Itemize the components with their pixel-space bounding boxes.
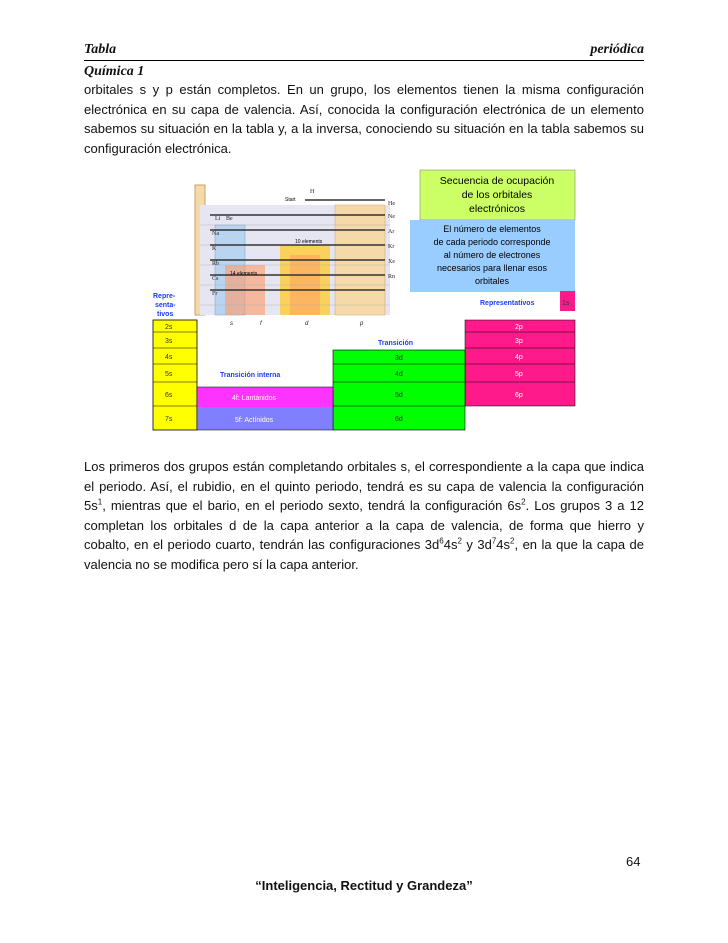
p2-text-5: y 3d xyxy=(461,537,492,552)
title-line-2: de los orbitales xyxy=(461,189,533,201)
info-line-4: necesarios para llenar esos xyxy=(436,263,548,273)
p-block xyxy=(465,320,575,406)
p-row-2p: 2p xyxy=(515,324,523,331)
p2-sup-6: 2 xyxy=(510,536,515,546)
mini-el-he: He xyxy=(388,201,395,207)
sequence-title-box xyxy=(420,170,575,220)
mini-el-xe: Xe xyxy=(388,259,395,265)
p2-sup-1: 1 xyxy=(97,497,103,507)
p2-sup-4: 2 xyxy=(457,536,462,546)
title-line-3: electrónicos xyxy=(468,203,526,215)
p2-text-7: , en la que la capa de valencia no se modifica pero sí la capa anterior. xyxy=(84,537,645,572)
s-row-6s: 6s xyxy=(165,392,173,399)
info-line-5: orbitales xyxy=(474,276,510,286)
d-row-4d: 4d xyxy=(395,371,403,378)
s-row-5s: 5s xyxy=(165,371,173,378)
info-line-1: El número de elementos xyxy=(443,224,541,234)
s-block xyxy=(153,320,197,430)
header-left: Tabla xyxy=(84,42,117,57)
mini-el-fr: Fr xyxy=(212,291,218,297)
page-number: 64 xyxy=(626,854,641,869)
one-s-label: 1s xyxy=(562,300,570,307)
mini-el-k: K xyxy=(212,246,217,252)
p2-text-6: 4s xyxy=(496,537,511,552)
mini-el-kr: Kr xyxy=(388,244,395,250)
mini-axis-s: s xyxy=(230,321,233,327)
orbital-sequence-figure xyxy=(140,165,580,440)
d-row-3d: 3d xyxy=(395,355,403,362)
representativos-label: Representativos xyxy=(480,300,535,307)
p2-text-2: , mientras que el bario, en el periodo sexto, tendrá la configuración 6s xyxy=(102,498,522,513)
mini-el-rn: Rn xyxy=(388,274,396,280)
mini-el-ne: Ne xyxy=(388,214,395,220)
s-row-7s: 7s xyxy=(165,416,173,423)
title-line-1: Secuencia de ocupación xyxy=(439,175,555,187)
f-block xyxy=(197,372,333,430)
mini-axis-f: f xyxy=(260,321,262,327)
mini-el-be: Be xyxy=(226,216,233,222)
p2-text-1: Los primeros dos grupos están completando orbitales s, el correspondiente a la capa que indica el periodo. Así, el rubidio, en el quinto periodo, tendrá es su capa de valencia la configuración 5s xyxy=(84,459,644,513)
f-row-5f: 5f: Actínidos xyxy=(235,417,274,424)
p2-sup-5: 7 xyxy=(491,536,497,546)
mini-el-ar: Ar xyxy=(388,229,395,235)
paragraph-1: orbitales s y p están completos. En un grupo, los elementos tienen la misma configuración electrónica en su capa de valencia. Así, conocida la configuración electrónica de un elemento sabemos su situación en la tabla y, a la inversa, conociendo su situación en la tabla sabemos su configuración electrónica. xyxy=(84,82,644,156)
p-row-6p: 6p xyxy=(515,392,523,399)
mini-periodic-table xyxy=(195,185,395,327)
f-row-4f: 4f: Lantánidos xyxy=(232,395,276,402)
mini-el-cs: Cs xyxy=(212,276,219,282)
p-row-5p: 5p xyxy=(515,371,523,378)
d-block xyxy=(333,340,465,430)
mini-axis-p: p xyxy=(360,321,364,327)
repre-label-1: Repre- xyxy=(153,293,176,300)
paragraph-2 xyxy=(84,457,644,574)
repre-label-3: tivos xyxy=(157,311,174,318)
d-row-5d: 5d xyxy=(395,392,403,399)
mini-axis-d: d xyxy=(305,321,309,327)
info-line-2: de cada periodo corresponde xyxy=(433,237,551,247)
mini-el-li: Li xyxy=(215,216,221,222)
page-header xyxy=(84,40,644,61)
d-row-6d: 6d xyxy=(395,416,403,423)
info-box xyxy=(410,220,575,292)
header-right: periódica xyxy=(590,42,644,57)
s-row-4s: 4s xyxy=(165,354,173,361)
mini-el-h: H xyxy=(310,189,315,195)
p2-text-4: 4s xyxy=(443,537,458,552)
transicion-label: Transición xyxy=(378,340,414,347)
info-line-3: al número de electrones xyxy=(443,250,541,260)
mini-10-label: 10 elements xyxy=(295,239,323,245)
repre-label-2: senta- xyxy=(155,302,176,309)
p2-text-3: . Los grupos 3 a 12 completan los orbitales d de la capa anterior a la capa de valencia, de forma que hierro y cobalto, en el periodo cuarto, tendrán las configuraciones 3d xyxy=(84,498,644,552)
s-row-2s: 2s xyxy=(165,324,173,331)
page-footer: “Inteligencia, Rectitud y Grandeza” xyxy=(255,878,473,893)
s-row-3s: 3s xyxy=(165,338,173,345)
mini-14-label: 14 elements xyxy=(230,271,258,277)
p-row-4p: 4p xyxy=(515,354,523,361)
p-row-3p: 3p xyxy=(515,338,523,345)
mini-el-rb: Rb xyxy=(212,261,220,267)
mini-el-na: Na xyxy=(212,231,219,237)
p2-sup-2: 2 xyxy=(521,497,526,507)
p2-sup-3: 6 xyxy=(439,536,444,546)
mini-start-label: Start xyxy=(285,197,296,203)
subheader: Química 1 xyxy=(84,64,145,79)
transicion-interna-label: Transición interna xyxy=(220,372,281,379)
